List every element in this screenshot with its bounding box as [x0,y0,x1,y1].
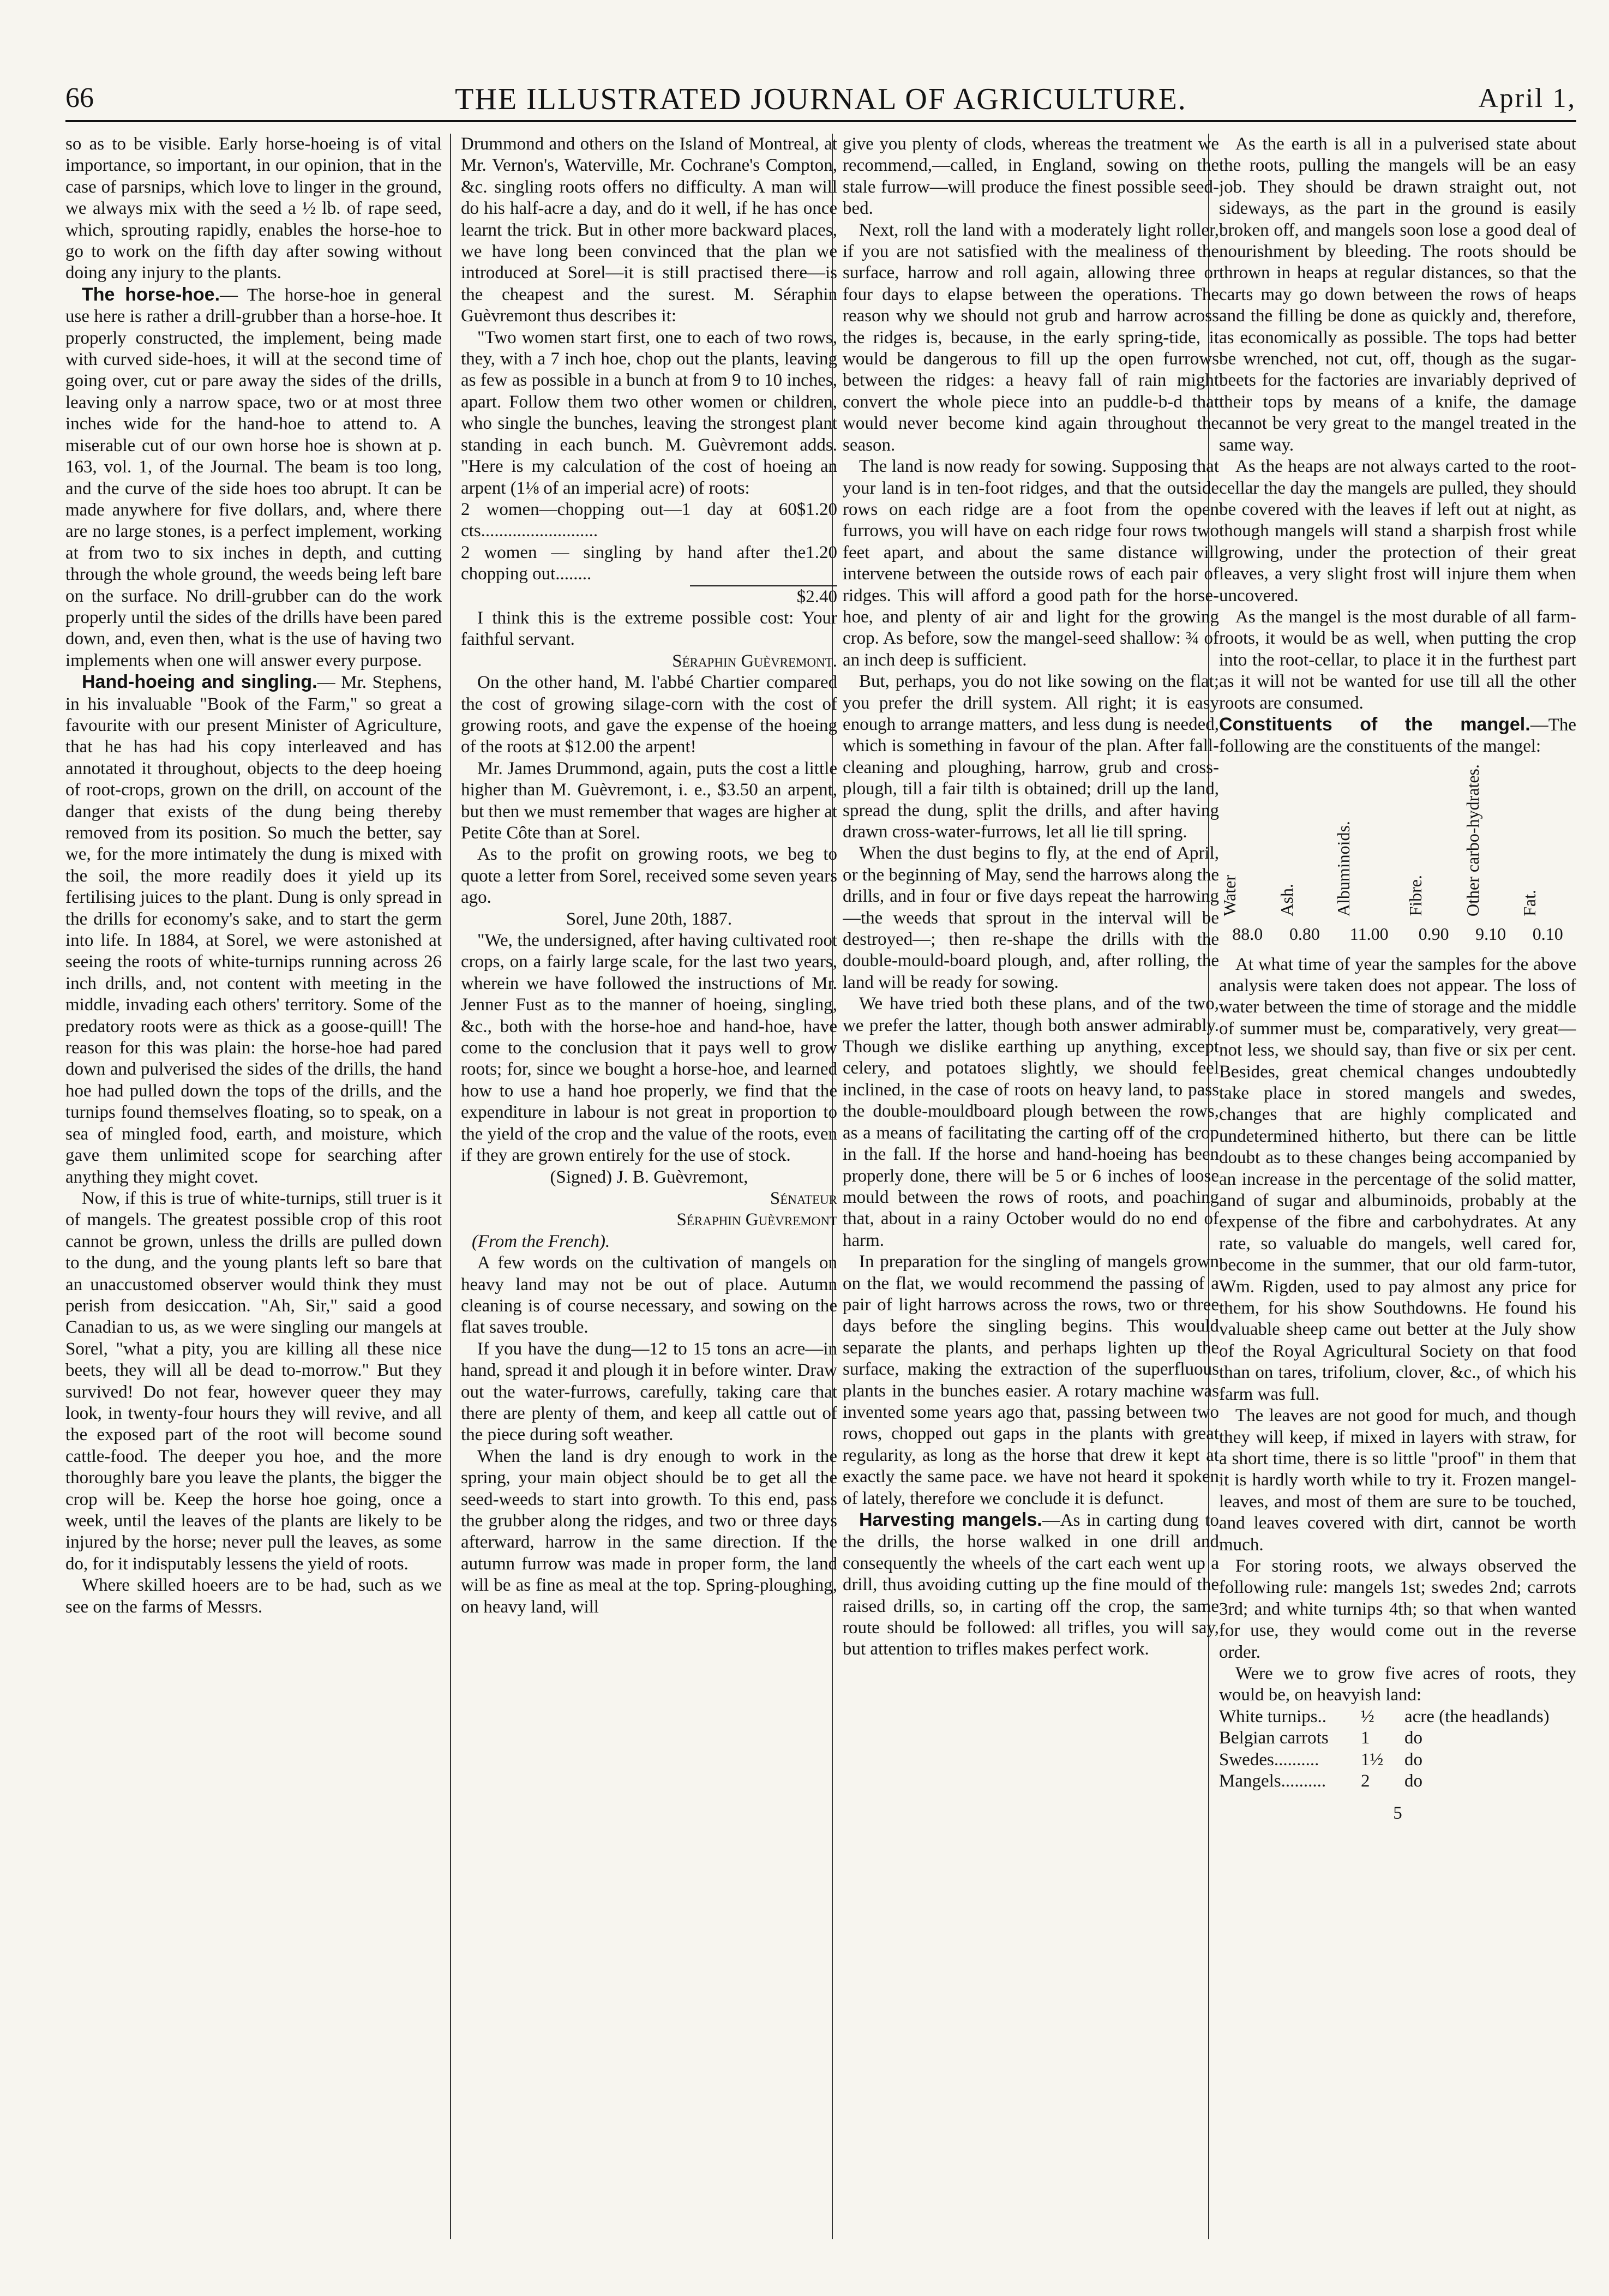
constituents-table [1219,764,1576,948]
acreage-total: 5 [1393,1803,1402,1824]
paragraph: — Mr. Stephens, in his invaluable "Book of the Farm," so great a favourite with our present Minister of Agriculture, that he has had his copy interleaved and has annotated it throughout, objects to the deep hoeing of root-crops, grown on the drill, on account of the danger that exists of the dung being thereby removed from its position. So much the better, say we, for the more intimately the dung is mixed with the soil, the more readily does it yield up its fertilising juices to the plant. Dung is only spread in the drills for economy's sake, and to start the germ into life. In 1884, at Sorel, we were astonished at seeing the roots of white-turnips running across 26 inch drills, and, not content with meeting in the middle, invading each others' territory. Some of the predatory roots were as thick as a goose-quill! The reason for this was plain: the horse-hoe had pared down and pulverised the sides of the drills, the hand hoe had pulled down the tops of the drills, and the turnips found themselves floating, so to speak, on a sea of mingled food, earth, and moisture, which gave them unlimited scope for searching after anything they might covet. [65,673,442,1187]
paragraph: We have tried both these plans, and of the two, we prefer the latter, though both answer admirably. Though we dislike earthing up anything, except celery, and potatoes slightly, we should feel inclined, in the case of roots on heavy land, to pass the double-mouldboard plough between the rows, as a means of facilitating the carting off of the crop in the fall. If the horse and hand-hoeing has been properly done, there will be 5 or 6 inches of loose mould between the rows of roots, and poaching that, about in a rainy October would do no end of harm. [843,994,1219,1250]
section-heading: Hand-hoeing and singling. [82,672,317,693]
table-header: Ash. [1276,884,1296,916]
column-3 [843,134,1219,2239]
cost-line [461,499,837,542]
paragraph: Mr. James Drummond, again, puts the cost a little higher than M. Guèvremont, i. e., $3.50 an arpent, but then we must remember that wages are higher at Petite Côte than at Sorel. [461,758,837,843]
paragraph: On the other hand, M. l'abbé Chartier compared the cost of growing silage-corn with the cost of growing roots, and gave the expense of the hoeing of the roots at $12.00 the arpent! [461,673,837,757]
table-cell: 88.0 [1232,924,1263,944]
paragraph: A few words on the cultivation of mangels on heavy land may not be out of place. Autumn cleaning is of course necessary, and sowing on the flat saves trouble. [461,1253,837,1338]
table-row [1219,921,1576,947]
table-header: Water [1220,875,1239,916]
paragraph: so as to be visible. Early horse-hoeing is of vital importance, so important, in our opinion, that in the case of parsnips, which love to linger in the ground, we always mix with the seed a ½ lb. of rape seed, which, sprouting rapidly, enables the horse-hoe to go to work on the fifth day after sowing without doing any injury to the plants. [65,134,442,283]
list-item: White turnips.. [1219,1706,1327,1727]
paragraph: Drummond and others on the Island of Montreal, at Mr. Vernon's, Waterville, Mr. Cochrane's Compton, &c. singling roots offers no difficulty. A man will do his half-acre a day, and do it well, if he has once learnt the trick. But in other more backward places, we have long been convinced that the plan we introduced at Sorel—it is still practised there—is the cheapest and the surest. M. Séraphin Guèvremont thus describes it: [461,134,837,326]
issue-date: April 1, [1478,82,1576,113]
list-item: 1½ [1361,1749,1384,1770]
list-item: 1 [1361,1728,1370,1748]
paragraph: Next, roll the land with a moderately light roller, if you are not satisfied with the mealiness of the surface, harrow and roll again, allowing three or four days to elapse between the operations. The reason why we should not grub and harrow across the ridges is, because, in the early spring-tide, it would be dangerous to fill up the open furrows between the ridges: a heavy fall of rain might convert the whole piece into an puddle-b-d that would never become kind again throughout the season. [843,220,1219,455]
paragraph: "Two women start first, one to each of two rows, they, with a 7 inch hoe, chop out the plants, leaving as few as possible in a bunch at from 9 to 10 inches, apart. Follow them two other women or children, who single the bunches, leaving the strongest plant standing in each bunch. M. Guèvremont adds. "Here is my calculation of the cost of hoeing an arpent (1⅛ of an imperial acre) of roots: [461,327,837,498]
paragraph: I think this is the extreme possible cost: Your faithful servant. [461,608,837,650]
section-heading: Harvesting mangels. [859,1509,1042,1530]
table-cell: 11.00 [1349,924,1389,944]
list-item: do [1404,1728,1422,1748]
journal-title: THE ILLUSTRATED JOURNAL OF AGRICULTURE. [455,82,1187,116]
list-item: do [1404,1771,1422,1791]
column-4 [1219,134,1576,2239]
paragraph: The leaves are not good for much, and though they will keep, if mixed in layers with straw, for a short time, there is so little "proof" in them that it is hardly worth while to try it. Frozen mangel-leaves, and most of them are sure to be touched, and leaves covered with dirt, cannot be worth much. [1219,1406,1576,1555]
list-item: do [1404,1749,1422,1770]
table-header: Other carbo-hydrates. [1462,764,1482,916]
column-rule [450,134,451,2239]
table-header: Fibre. [1406,875,1426,916]
column-1 [65,134,442,2239]
paragraph: —As in carting dung to the drills, the horse walked in one drill and consequently the wheels of the cart each went up a drill, thus avoiding cutting up the fine mould of the raised drills, so, in carting off the crop, the same route should be followed: all trifles, you will say, but attention to trifles makes perfect work. [843,1510,1219,1659]
cost-line [461,542,837,585]
column-2 [461,134,837,2239]
paragraph: When the dust begins to fly, at the end of April, or the beginning of May, send the harrows along the drills, and in four or five days repeat the harrowing—the weeds that sprout in the interval will be destroyed—; then re-shape the drills with the double-mould-board plough, and, after rolling, the land will be ready for sowing. [843,843,1219,992]
source-note: (From the French). [472,1231,610,1251]
paragraph: At what time of year the samples for the above analysis were taken does not appear. The loss of water between the time of storage and the middle of summer must be, comparatively, very great—not less, we should say, than five or six per cent. Besides, great chemical changes undoubtedly take place in stored mangels and swedes, changes that are highly complicated and undetermined hitherto, but there can be little doubt as to these changes being accompanied by an increase in the percentage of the solid matter, and of sugar and albuminoids, probably at the expense of the fibre and carbohydrates. At any rate, so valuable do mangels, well cared for, become in the summer, that our old farm-tutor, Wm. Rigden, used to pay almost any price for them, for his show Southdowns. He found his valuable sheep came out better at the July show of the Royal Agricultural Society on that food than on tares, trifolium, clover, &c., of which his farm was full. [1219,954,1576,1404]
paragraph: Were we to grow five acres of roots, they would be, on heavyish land: [1219,1663,1576,1705]
page-number: 66 [65,82,94,113]
list-item: Mangels.......... [1219,1771,1326,1791]
cost-label: 2 women—chopping out—1 day at 60 cts.......................... [461,499,797,541]
list-item: Belgian carrots [1219,1728,1329,1748]
list-item: ½ [1361,1706,1374,1727]
paragraph: But, perhaps, you do not like sowing on the flat; you prefer the drill system. All right; it is easy enough to arrange matters, and less dung is needed, which is something in favour of the plan. After fall-cleaning and ploughing, harrow, grub and cross-plough, till a fair tilth is obtained; drill up the land, spread the dung, split the drills, and after having drawn cross-water-furrows, let all lie till spring. [843,672,1219,842]
signature: Séraphin Guèvremont. [672,651,837,671]
paragraph: As the mangel is the most durable of all farm-roots, it would be as well, when putting the crop into the root-cellar, to place it in the furthest part as it will not be wanted for use till all the other roots are consumed. [1219,607,1576,713]
paragraph: Where skilled hoeers are to be had, such as we see on the farms of Messrs. [65,1575,442,1617]
table-header: Fat. [1520,889,1540,916]
paragraph: Now, if this is true of white-turnips, still truer is it of mangels. The greatest possible crop of this root cannot be grown, unless the drills are pulled down to the dung, and the young plants left so bare that an unaccustomed observer would think they must perish from desiccation. "Ah, Sir," said a good Canadian to us, as we were singling our mangels at Sorel, "what a pity, you are killing all these nice beets, they will all be dead to-morrow." But they survived! Do not fear, however queer they may look, in twenty-four hours they will revive, and all the exposed part of the root will become sound cattle-food. The deeper you hoe, and the more thoroughly bare you leave the plants, the bigger the crop will be. Keep the horse hoe going, once a week, until the leaves of the plants are likely to be injured by the horse; never pull the leaves, as some do, for it indisputably lessens the yield of roots. [65,1188,442,1574]
paragraph: As to the profit on growing roots, we beg to quote a letter from Sorel, received some seven years ago. [461,844,837,908]
table-cell: 9.10 [1475,924,1506,944]
cost-label: 2 women — singling by hand after the chopping out........ [461,542,806,584]
paragraph: As the heaps are not always carted to the root-cellar the day the mangels are pulled, they should be covered with the leaves if left out at night, as though mangels will stand a sharpish frost while growing, under the protection of their great leaves, a very slight frost will injure them when uncovered. [1219,457,1576,606]
paragraph: —The following are the constituents of the mangel: [1219,715,1576,757]
list-item: 2 [1361,1771,1370,1791]
paragraph: The land is now ready for sowing. Supposing that your land is in ten-foot ridges, and that the outside rows on each ridge are a foot from the open furrows, you will have on each ridge four rows two feet apart, and about the same distance will intervene between the outside rows of each pair of ridges. This will afford a good path for the horse-hoe, and plenty of air and light for the growing crop. As before, sow the mangel-seed shallow: ¾ of an inch deep is sufficient. [843,457,1219,670]
table-cell: 0.80 [1289,924,1320,944]
paragraph: "We, the undersigned, after having cultivated root crops, on a fairly large scale, for the last two years, wherein we have followed the instructions of Mr. Jenner Fust as to the manner of hoeing, singling, &c., both with the horse-hoe and hand-hoe, have come to the conclusion that it pays well to grow roots; for, since we bought a horse-hoe, and learned how to use a hand hoe properly, we find that the expenditure in labour is not great in proportion to the yield of the crop and the value of the roots, even if they are grown entirely for the use of stock. [461,931,837,1166]
list-item: Swedes.......... [1219,1749,1319,1770]
letter-dateline: Sorel, June 20th, 1887. [566,909,733,929]
paragraph: For storing roots, we always observed the following rule: mangels 1st; swedes 2nd; carrots 3rd; and white turnips 4th; so that when wanted for use, they would come out in the reverse order. [1219,1556,1576,1662]
table-cell: 0.10 [1532,924,1563,944]
cost-total: $2.40 [690,585,837,608]
paragraph: As the earth is all in a pulverised state about the roots, pulling the mangels will be an easy job. They should be drawn straight out, not sideways, as the part in the ground is easily broken off, and mangels soon lose a good deal of nourishment by bleeding. The roots should be thrown in heaps at regular distances, so that the carts may go down between the rows of heaps and the filling be done as quickly and, therefore, as economically as possible. The tops had better be wrenched, not cut, off, though as the sugar-beets for the factories are invariably deprived of their tops by means of a knife, the damage cannot be very great to the mangel treated in the same way. [1219,134,1576,455]
list-item: acre (the headlands) [1404,1706,1550,1727]
paragraph: give you plenty of clods, whereas the treatment we recommend,—called, in England, sowing on the stale furrow—will produce the finest possible seed-bed. [843,134,1219,219]
cost-value: 1.20 [806,542,837,562]
paragraph: When the land is dry enough to work in the spring, your main object should be to get all the seed-weeds to start into growth. To this end, pass the grubber along the ridges, and two or three days afterward, harrow in the same direction. If the autumn furrow was made in proper form, the land will be as fine as meal at the top. Spring-ploughing, on heavy land, will [461,1446,837,1617]
root-acreage-list [1219,1706,1576,1793]
page-header [65,82,1576,122]
table-cell: 0.90 [1418,924,1449,944]
section-heading: The horse-hoe. [82,284,220,305]
cost-value: $1.20 [796,499,837,519]
table-header: Albuminoids. [1334,820,1354,916]
signature-title: Sénateur [770,1188,837,1208]
signature: (Signed) J. B. Guèvremont, [550,1167,748,1187]
paragraph: If you have the dung—12 to 15 tons an acre—in hand, spread it and plough it in before winter. Draw out the water-furrows, carefully, taking care that there are plenty of them, and keep all cattle out of the piece during soft weather. [461,1339,837,1445]
section-heading: Constituents of the mangel. [1219,714,1530,735]
paragraph: — The horse-hoe in general use here is rather a drill-grubber than a horse-hoe. It properly constructed, the implement, being made with curved side-hoes, it will at the second time of going over, cut or pare away the sides of the drills, leaving only a narrow space, two or at most three inches wide for the hand-hoe to attend to. A miserable cut of our own horse hoe is shown at p. 163, vol. 1, of the Journal. The beam is too long, and the curve of the side hoes too abrupt. It can be made anywhere for five dollars, and, where there are no large stones, is a perfect implement, working at from two to six inches in depth, and cutting through the whole ground, the weeds being left bare on the surface. No drill-grubber can do the work properly until the sides of the drills have been pared down, and, even then, what is the use of having two implements when one will answer every purpose. [65,285,442,670]
paragraph: In preparation for the singling of mangels grown on the flat, we would recommend the passing of a pair of light harrows across the rows, two or three days before the singling begins. This would separate the plants, and perhaps lighten up the surface, making the extraction of the superfluous plants in the bunches easier. A rotary machine was invented some years ago that, passing between two rows, chopped out gaps in the plants with great regularity, as long as the horse that drew it kept at exactly the same pace. we have not heard it spoken of lately, therefore we conclude it is defunct. [843,1252,1219,1508]
signature: Séraphin Guèvremont [676,1210,837,1230]
